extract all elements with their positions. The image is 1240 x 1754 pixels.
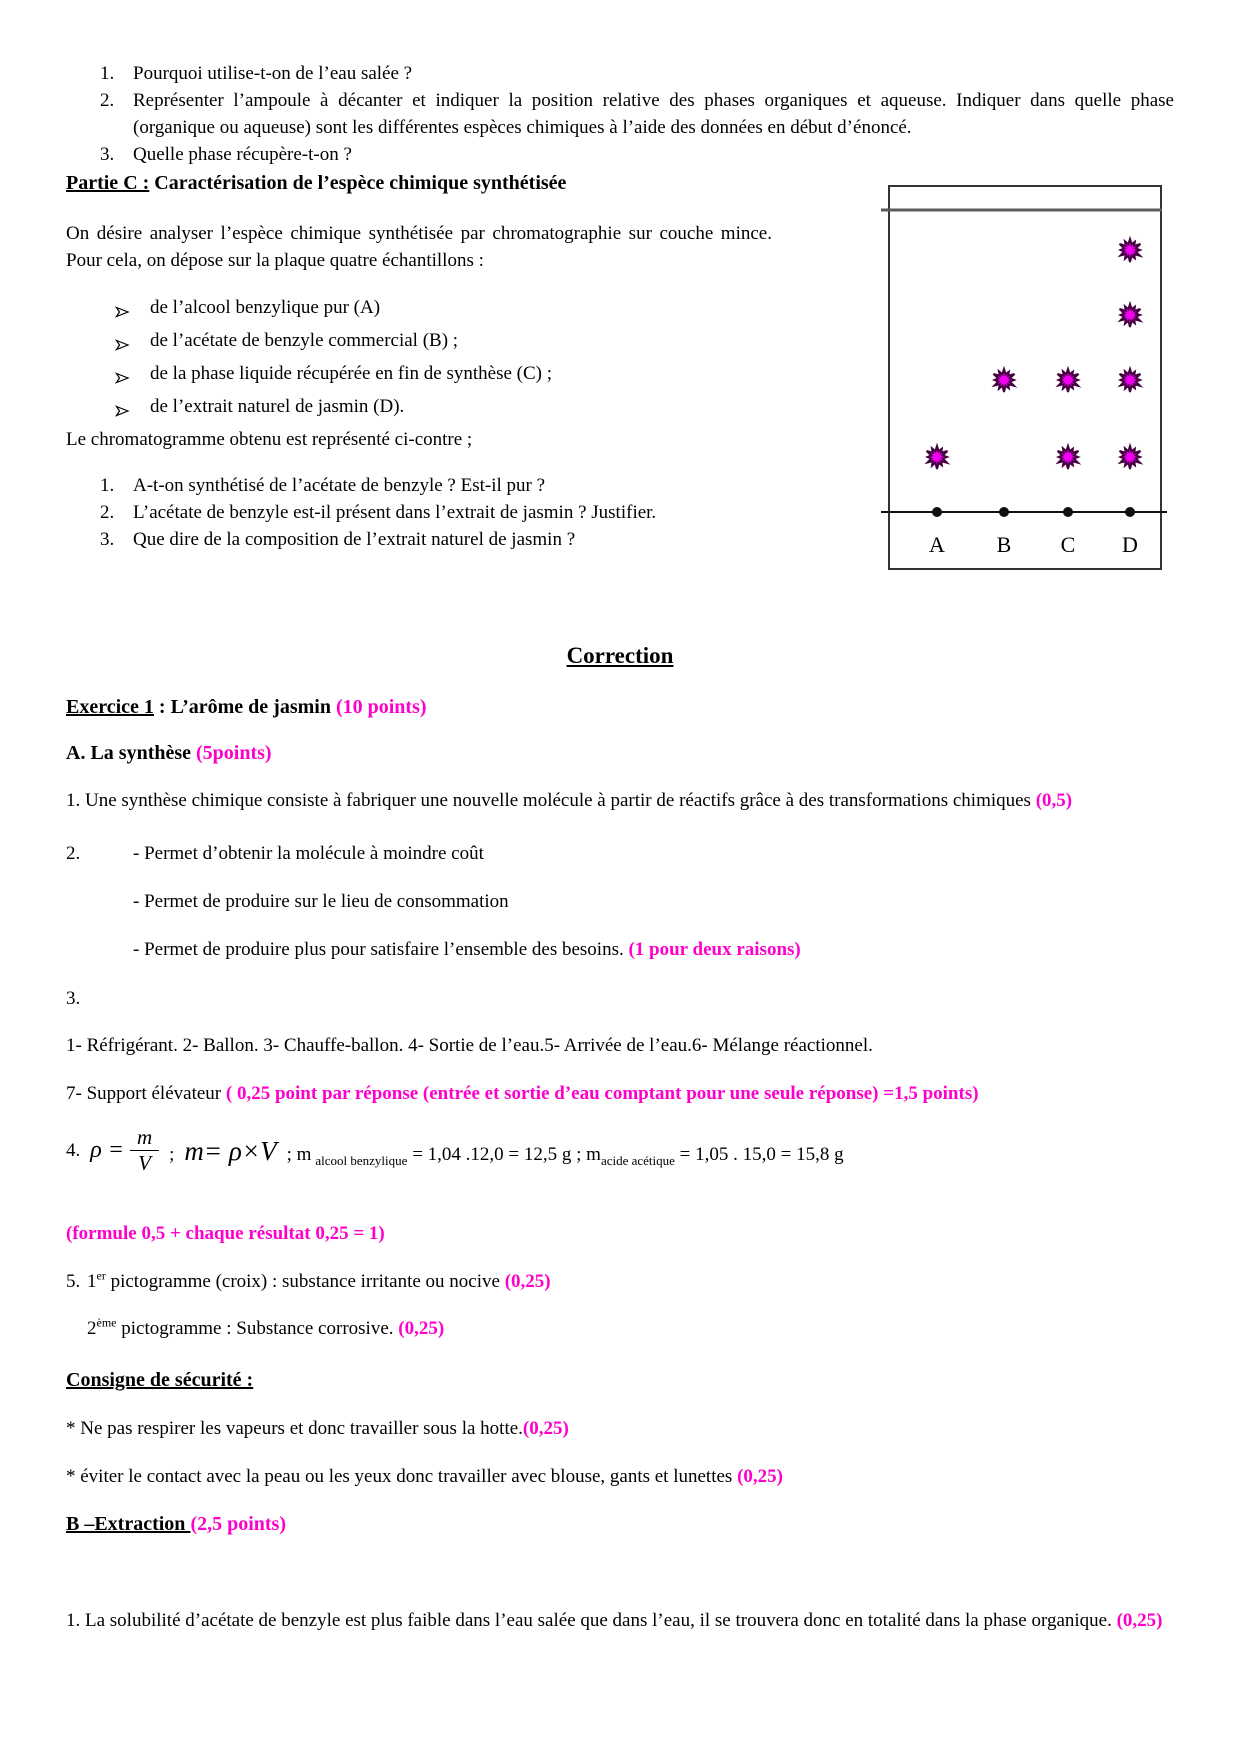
item-number: 3. — [100, 144, 115, 165]
tlc-question-list — [66, 472, 772, 553]
answer-a3-item7 — [66, 1080, 1174, 1107]
tlc-spot-core — [1126, 376, 1135, 385]
section-a-title: A. La synthèse — [66, 742, 197, 764]
arrow-bullet-icon — [115, 294, 150, 327]
list-item — [100, 87, 1174, 141]
list-item — [100, 141, 1174, 168]
tlc-spot-core — [1000, 376, 1009, 385]
separator: ; m — [286, 1143, 312, 1165]
item-text: Représenter l’ampoule à décanter et indiquer la position relative des phases organiques et aqueuse. Indiquer dans quelle phase (organique ou aqueuse) sont les différentes espèces chimiques à l’aide des données en début d’énoncé. — [133, 90, 1174, 138]
item-number: 5. — [66, 1271, 81, 1292]
answer-a3-labels: 1- Réfrigérant. 2- Ballon. 3- Chauffe-ballon. 4- Sortie de l’eau.5- Arrivée de l’eau.6- Mélange réactionnel. — [66, 1035, 873, 1056]
item-number: 2. — [100, 90, 115, 111]
item-text: de l’acétate de benzyle commercial (B) ; — [150, 330, 459, 351]
answer-a1 — [66, 787, 1174, 814]
item-number: 1. — [100, 475, 115, 496]
fraction-numerator: m — [130, 1126, 159, 1150]
answer-a2-line2: - Permet de produire sur le lieu de consommation — [133, 891, 509, 912]
subscript-acide-acetique: acide acétique — [600, 1152, 675, 1168]
tlc-spot-core — [1126, 453, 1135, 462]
pictogramme-1-text: pictogramme (croix) : substance irritante ou nocive — [105, 1271, 505, 1292]
item-number: 1. — [100, 63, 115, 84]
section-a-heading — [66, 740, 1174, 767]
answer-a2 — [66, 840, 1174, 867]
answer-a3-item7-points: ( 0,25 point par réponse (entrée et sortie d’eau comptant pour une seule réponse) =1,5 points) — [225, 1083, 979, 1104]
tlc-spot-core — [933, 453, 942, 462]
fraction-m-over-V — [130, 1126, 159, 1173]
item-text: Quelle phase récupère-t-on ? — [133, 144, 352, 165]
list-item — [115, 360, 805, 393]
answer-a2-line1: - Permet d’obtenir la molécule à moindre coût — [133, 843, 484, 864]
correction-heading — [66, 642, 1174, 669]
lane-label: B — [996, 532, 1012, 557]
answer-a4-formula — [66, 1119, 1174, 1181]
section-a-points: (5points) — [196, 742, 272, 764]
correction-heading-text: Correction — [566, 643, 674, 668]
rho-equals: ρ = — [90, 1136, 124, 1163]
ordinal-base: 1 — [87, 1271, 97, 1292]
section-b-points: (2,5 points) — [190, 1513, 287, 1535]
list-item — [100, 472, 772, 499]
securite-line1 — [66, 1415, 1174, 1442]
securite-heading — [66, 1367, 1174, 1394]
ordinal-suffix: er — [96, 1268, 106, 1283]
answer-b1 — [66, 1607, 1174, 1634]
item-number: 3. — [100, 529, 115, 550]
exercice-points: (10 points) — [335, 696, 427, 718]
answer-a3-number: 3. — [66, 988, 81, 1009]
answer-b1-text: 1. La solubilité d’acétate de benzyle est plus faible dans l’eau salée que dans l’eau, il se trouvera donc en totalité dans la phase organique. — [66, 1610, 1117, 1631]
list-item — [115, 294, 805, 327]
tlc-spot-core — [1126, 311, 1135, 320]
answer-a3-item7-text: 7- Support élévateur — [66, 1083, 226, 1104]
answer-a1-points: (0,5) — [1035, 790, 1073, 811]
answer-a2-line3 — [133, 936, 1174, 963]
ordinal-base: 2 — [87, 1318, 97, 1339]
answer-a2-points: (1 pour deux raisons) — [628, 939, 801, 960]
tlc-spot-core — [1064, 453, 1073, 462]
partie-c-title: Caractérisation de l’espèce chimique synthétisée — [149, 172, 567, 194]
arrow-bullet-icon — [115, 393, 150, 426]
securite-line2 — [66, 1463, 1174, 1490]
lane-label: A — [929, 532, 945, 557]
securite-line1-text: * Ne pas respirer les vapeurs et donc travailler sous la hotte. — [66, 1418, 523, 1439]
arrow-bullet-icon — [115, 327, 150, 360]
ordinal-suffix: ème — [96, 1315, 117, 1330]
list-item — [115, 327, 805, 360]
calc-mid: = 1,04 .12,0 = 12,5 g ; m — [407, 1143, 601, 1165]
answer-a5b-points: (0,25) — [398, 1318, 445, 1339]
mass-equation: m= ρ×V — [184, 1135, 277, 1166]
tlc-intro-paragraph: On désire analyser l’espèce chimique synthétisée par chromatographie sur couche mince. Pour cela, on dépose sur la plaque quatre échantillons : — [66, 223, 772, 271]
item-text: de l’extrait naturel de jasmin (D). — [150, 396, 405, 417]
deposit-dot — [1125, 507, 1135, 517]
answer-a5b — [87, 1315, 1174, 1342]
exercice-title: : L’arôme de jasmin — [153, 696, 336, 718]
item-text: de l’alcool benzylique pur (A) — [150, 297, 381, 318]
fraction-denominator: V — [138, 1150, 151, 1175]
deposit-dot — [999, 507, 1009, 517]
item-text: de la phase liquide récupérée en fin de synthèse (C) ; — [150, 363, 553, 384]
answer-a1-text: 1. Une synthèse chimique consiste à fabriquer une nouvelle molécule à partir de réactifs grâce à des transformations chimiques — [66, 790, 1036, 811]
securite-line2-text: * éviter le contact avec la peau ou les yeux donc travailler avec blouse, gants et lunettes — [66, 1466, 738, 1487]
securite-line2-points: (0,25) — [737, 1466, 783, 1487]
section-b-heading — [66, 1511, 1174, 1538]
item-text: A-t-on synthétisé de l’acétate de benzyle ? Est-il pur ? — [133, 475, 546, 496]
arrow-bullet-icon — [115, 360, 150, 393]
answer-a4-points: (formule 0,5 + chaque résultat 0,25 = 1) — [66, 1223, 385, 1244]
calc-end: = 1,05 . 15,0 = 15,8 g — [674, 1143, 844, 1165]
separator: ; — [169, 1143, 175, 1165]
item-text: Pourquoi utilise-t-on de l’eau salée ? — [133, 63, 413, 84]
item-text: L’acétate de benzyle est-il présent dans l’extrait de jasmin ? Justifier. — [133, 502, 657, 523]
tlc-spot-core — [1064, 376, 1073, 385]
deposit-dot — [1063, 507, 1073, 517]
lane-label: C — [1060, 532, 1076, 557]
exercice-heading — [66, 694, 1174, 721]
subscript-alcool-benzylique: alcool benzylique — [315, 1152, 408, 1168]
chromatogram — [881, 185, 1169, 570]
pictogramme-2-text: pictogramme : Substance corrosive. — [116, 1318, 399, 1339]
section-b-title: B –Extraction — [66, 1513, 191, 1535]
chromatogram-caption: Le chromatogramme obtenu est représenté ci-contre ; — [66, 429, 473, 450]
list-item — [115, 393, 805, 426]
answer-a2-line3-text: - Permet de produire plus pour satisfaire l’ensemble des besoins. — [133, 939, 629, 960]
exercice-label: Exercice 1 — [66, 696, 154, 718]
item-text: Que dire de la composition de l’extrait naturel de jasmin ? — [133, 529, 576, 550]
deposit-dot — [932, 507, 942, 517]
list-item — [100, 499, 772, 526]
list-item — [100, 60, 1174, 87]
answer-a5-points: (0,25) — [504, 1271, 551, 1292]
answer-a5 — [66, 1268, 1174, 1295]
item-number: 2. — [66, 843, 81, 864]
mass-calculations — [277, 1141, 844, 1168]
top-question-list — [66, 60, 1174, 168]
securite-heading-text: Consigne de sécurité : — [66, 1369, 254, 1391]
lane-label: D — [1122, 532, 1138, 557]
item-number: 2. — [100, 502, 115, 523]
answer-b1-points: (0,25) — [1116, 1610, 1163, 1631]
partie-c-label: Partie C : — [66, 172, 150, 194]
answer-a5-text — [87, 1268, 551, 1295]
securite-line1-points: (0,25) — [522, 1418, 569, 1439]
list-item — [100, 526, 772, 553]
tlc-spot-core — [1126, 246, 1135, 255]
item-number: 4. — [66, 1139, 81, 1161]
